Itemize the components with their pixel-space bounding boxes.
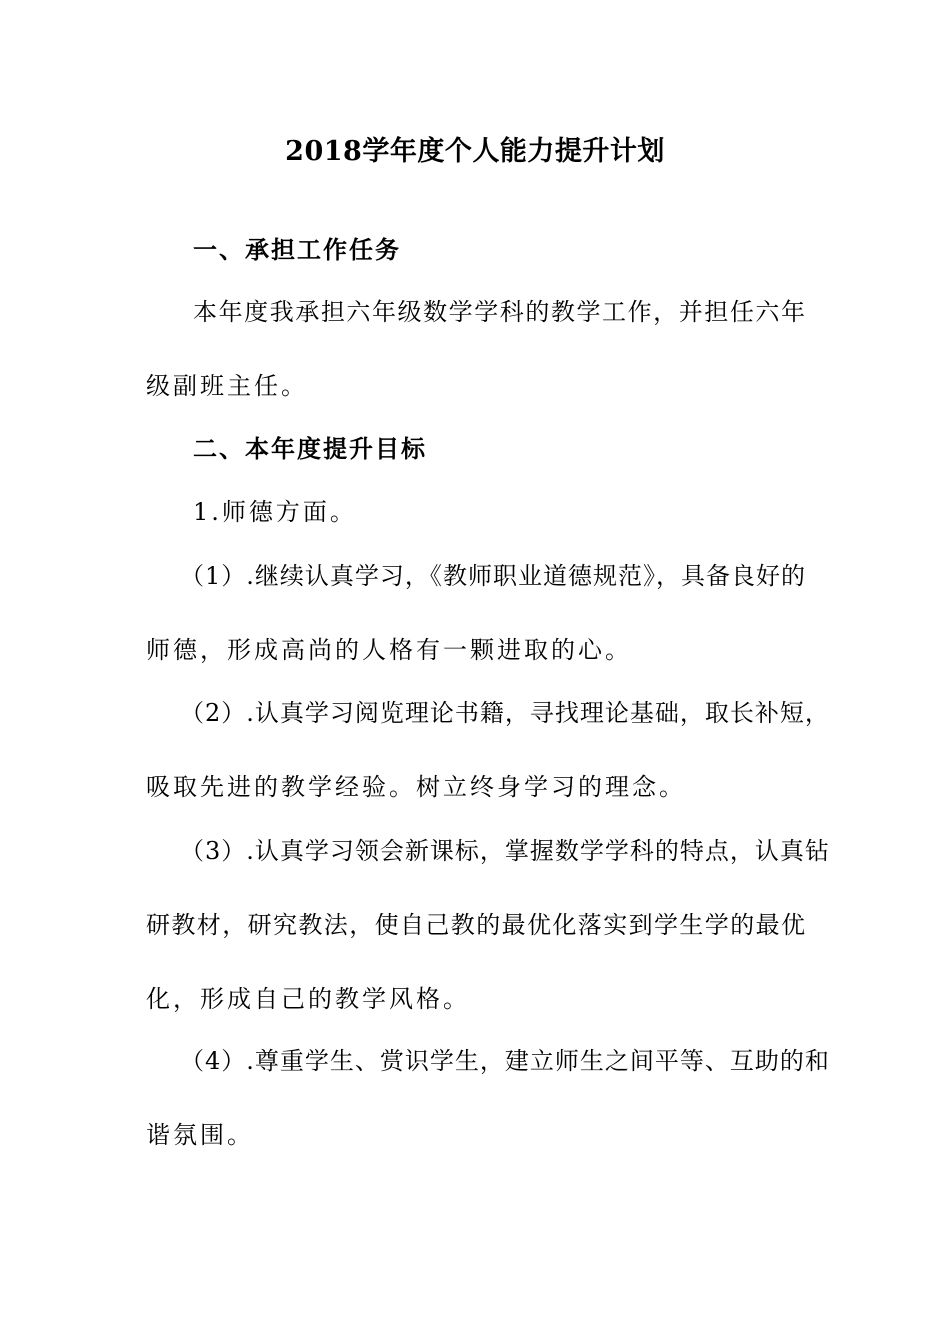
list-item-line: 化，形成自己的教学风格。 xyxy=(146,985,470,1013)
section-heading-tasks: 一、承担工作任务 xyxy=(193,235,401,264)
list-item-line: 谐氛围。 xyxy=(146,1121,254,1149)
document-title: 2018学年度个人能力提升计划 xyxy=(285,136,665,167)
list-item-line: （2）.认真学习阅览理论书籍，寻找理论基础，取长补短， xyxy=(180,699,830,727)
list-item-line: （1）.继续认真学习，《教师职业道德规范》，具备良好的 xyxy=(180,562,806,590)
list-item-line: （3）.认真学习领会新课标，掌握数学学科的特点，认真钻 xyxy=(180,837,830,865)
section-heading-goals: 二、本年度提升目标 xyxy=(193,434,427,463)
subheading-ethics: 1.师德方面。 xyxy=(193,498,357,526)
paragraph-line: 本年度我承担六年级数学学科的教学工作，并担任六年 xyxy=(193,298,806,326)
list-item-line: 师德，形成高尚的人格有一颗进取的心。 xyxy=(146,636,632,664)
list-item-line: （4）.尊重学生、赏识学生，建立师生之间平等、互助的和 xyxy=(180,1047,830,1075)
list-item-line: 吸取先进的教学经验。树立终身学习的理念。 xyxy=(146,773,686,801)
paragraph-line: 级副班主任。 xyxy=(146,372,308,400)
list-item-line: 研教材，研究教法，使自己教的最优化落实到学生学的最优 xyxy=(146,911,806,939)
